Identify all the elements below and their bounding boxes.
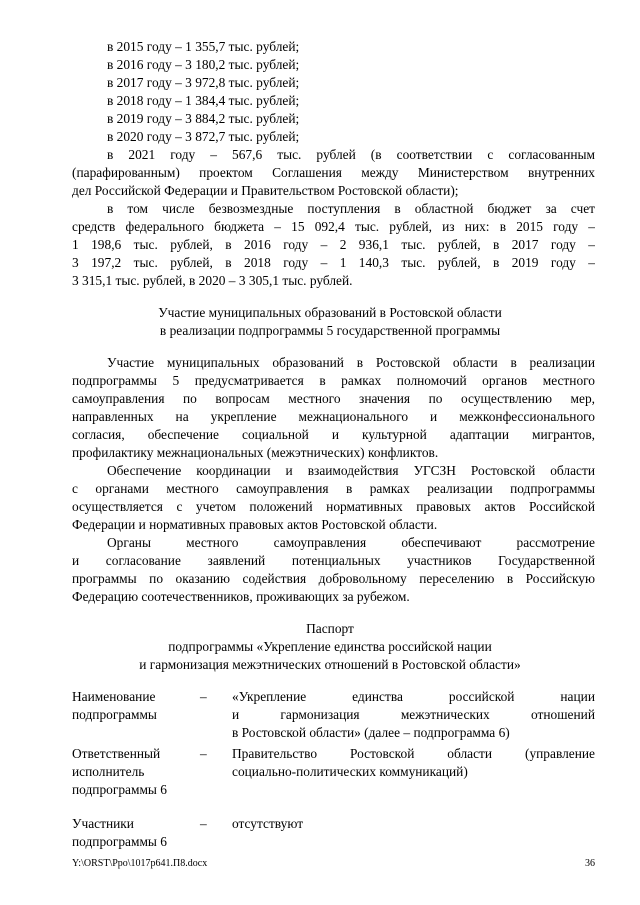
passport-row-value: и гармонизация межэтнических отношений bbox=[232, 707, 595, 722]
paragraph-line: Федерации и нормативных правовых актов Ростовской области. bbox=[72, 517, 438, 532]
federal-funding-line: 3 197,2 тыс. рублей, в 2018 году – 1 140,3 тыс. рублей, в 2019 году – bbox=[72, 255, 595, 270]
passport-title: Паспорт bbox=[306, 621, 354, 636]
federal-funding-line: 3 315,1 тыс. рублей, в 2020 – 3 305,1 тыс. рублей. bbox=[72, 273, 353, 288]
passport-row-label: Ответственный bbox=[72, 746, 161, 761]
year2021-line: в 2021 году – 567,6 тыс. рублей (в соответствии с согласованным bbox=[107, 147, 595, 162]
section-heading: в реализации подпрограммы 5 государственной программы bbox=[159, 323, 501, 338]
year2021-line: (парафированным) проектом Соглашения между Министерством внутренних bbox=[72, 165, 595, 180]
passport-row-value: отсутствуют bbox=[232, 816, 304, 831]
paragraph-line: согласия, обеспечение социальной и культурной адаптации мигрантов, bbox=[72, 427, 595, 442]
passport-row-dash: – bbox=[200, 689, 207, 704]
funding-year-line: в 2016 году – 3 180,2 тыс. рублей; bbox=[107, 57, 300, 72]
passport-row-label: Участники bbox=[72, 816, 134, 831]
passport-row-label: подпрограммы 6 bbox=[72, 834, 167, 849]
passport-row-value: Правительство Ростовской области (управление bbox=[232, 746, 595, 761]
passport-row-value: «Укрепление единства российской нации bbox=[232, 689, 595, 704]
paragraph-line: направленных на укрепление межнационального и межконфессионального bbox=[72, 409, 595, 424]
funding-year-line: в 2018 году – 1 384,4 тыс. рублей; bbox=[107, 93, 300, 108]
federal-funding-line: 1 198,6 тыс. рублей, в 2016 году – 2 936,1 тыс. рублей, в 2017 году – bbox=[72, 237, 595, 252]
funding-year-line: в 2019 году – 3 884,2 тыс. рублей; bbox=[107, 111, 300, 126]
paragraph-line: Обеспечение координации и взаимодействия УГСЗН Ростовской области bbox=[107, 463, 595, 478]
federal-funding-line: средств федерального бюджета – 15 092,4 тыс. рублей, из них: в 2015 году – bbox=[72, 219, 595, 234]
passport-row-label: подпрограммы 6 bbox=[72, 782, 167, 797]
year2021-line: дел Российской Федерации и Правительством Ростовской области); bbox=[72, 183, 459, 198]
passport-row-label: подпрограммы bbox=[72, 707, 157, 722]
federal-funding-line: в том числе безвозмездные поступления в областной бюджет за счет bbox=[107, 201, 595, 216]
paragraph-line: с органами местного самоуправления в рамках реализации подпрограммы bbox=[72, 481, 595, 496]
paragraph-line: Органы местного самоуправления обеспечивают рассмотрение bbox=[107, 535, 595, 550]
funding-year-line: в 2017 году – 3 972,8 тыс. рублей; bbox=[107, 75, 300, 90]
paragraph-line: осуществляется с учетом положений нормативных правовых актов Российской bbox=[72, 499, 595, 514]
funding-year-line: в 2020 году – 3 872,7 тыс. рублей; bbox=[107, 129, 300, 144]
paragraph-line: подпрограммы 5 предусматривается в рамках полномочий органов местного bbox=[72, 373, 595, 388]
passport-row-dash: – bbox=[200, 816, 207, 831]
passport-subtitle: и гармонизация межэтнических отношений в Ростовской области» bbox=[139, 657, 521, 672]
paragraph-line: профилактику межнациональных (межэтнических) конфликтов. bbox=[72, 445, 439, 460]
page-number: 36 bbox=[585, 858, 595, 869]
paragraph-line: самоуправления по вопросам местного значения по осуществлению мер, bbox=[72, 391, 595, 406]
passport-row-value: социально-политических коммуникаций) bbox=[232, 764, 468, 779]
paragraph-line: Участие муниципальных образований в Ростовской области в реализации bbox=[107, 355, 595, 370]
paragraph-line: и согласование заявлений потенциальных участников Государственной bbox=[72, 553, 595, 568]
paragraph-line: Федерацию соотечественников, проживающих за рубежом. bbox=[72, 589, 410, 604]
passport-row-label: исполнитель bbox=[72, 764, 145, 779]
passport-row-label: Наименование bbox=[72, 689, 156, 704]
passport-subtitle: подпрограммы «Укрепление единства российской нации bbox=[168, 639, 492, 654]
passport-row-value: в Ростовской области» (далее – подпрограмма 6) bbox=[232, 725, 510, 740]
section-heading: Участие муниципальных образований в Ростовской области bbox=[158, 305, 502, 320]
passport-row-dash: – bbox=[200, 746, 207, 761]
footer-file-path: Y:\ORST\Ppo\1017p641.П8.docx bbox=[72, 858, 208, 869]
paragraph-line: программы по оказанию содействия добровольному переселению в Российскую bbox=[72, 571, 595, 586]
funding-year-line: в 2015 году – 1 355,7 тыс. рублей; bbox=[107, 39, 300, 54]
